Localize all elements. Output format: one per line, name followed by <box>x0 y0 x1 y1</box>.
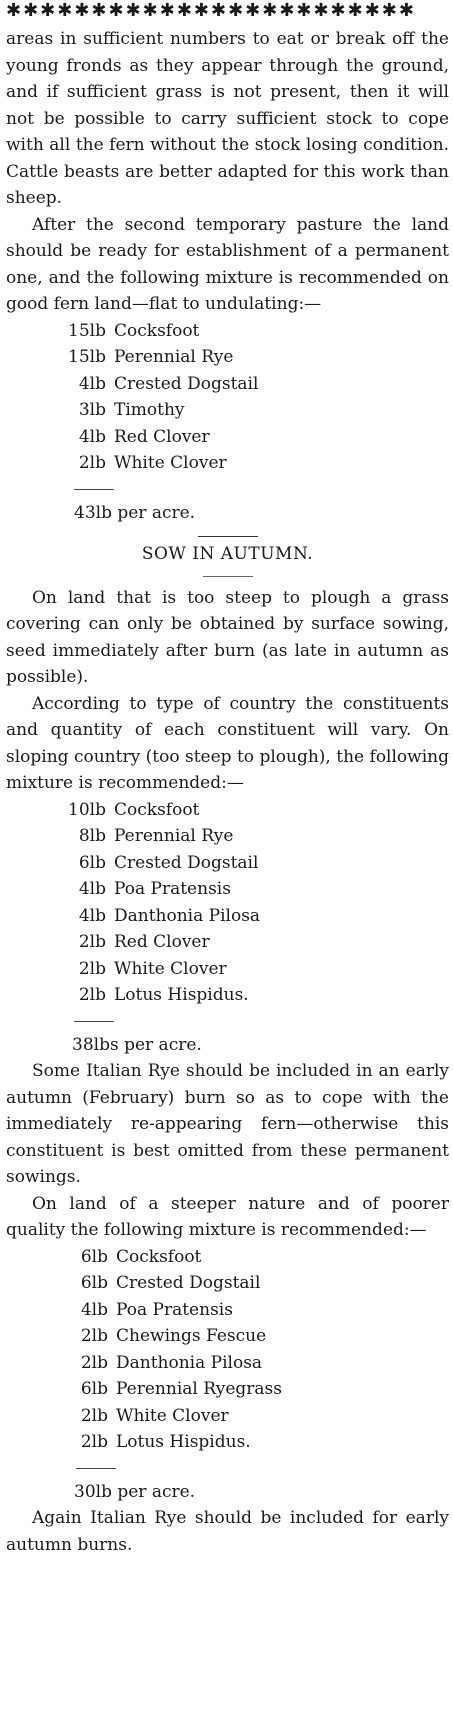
list-item: 2lb Lotus Hispidus. <box>80 1432 251 1452</box>
seed-mixture-list-steeper <box>6 1244 449 1456</box>
list-item: 2lb Red Clover <box>78 932 210 952</box>
seed-mixture-list-sloping <box>6 797 449 1009</box>
heading-underline <box>203 576 253 577</box>
seed-mixture-list-flat <box>6 318 449 477</box>
list-item: 4lb Crested Dogstail <box>78 373 259 394</box>
mixture-total: 43lb per acre. <box>74 502 196 523</box>
list-item: 4lb Poa Pratensis <box>80 1299 233 1320</box>
list-item: 6lb Cocksfoot <box>80 1246 202 1267</box>
list-item: 3lb Timothy <box>78 400 185 420</box>
list-item: 6lb Crested Dogstail <box>80 1273 261 1293</box>
paragraph-early-autumn: Again Italian Rye should be included for early autumn burns. <box>6 1508 449 1555</box>
paragraph-fern-stock: areas in sufficient numbers to eat or break off the young fronds as they appear through the ground, and if sufficient grass is not present, then it will not be possible to carry sufficient stock to cope with all the fern without the stock losing condition. Cattle beasts are better adapted for this work than sheep. <box>6 29 449 208</box>
list-item: 4lb Red Clover <box>78 426 210 447</box>
paragraph-steeper-land: On land of a steeper nature and of poorer quality the following mixture is recommended:— <box>6 1193 449 1240</box>
list-item: 8lb Perennial Rye <box>78 826 234 846</box>
total-rule <box>74 1021 114 1022</box>
total-rule <box>76 1468 116 1469</box>
list-item: 4lb Poa Pratensis <box>78 879 231 899</box>
list-item: 6lb Crested Dogstail <box>78 852 259 873</box>
list-item: 6lb Perennial Ryegrass <box>80 1379 282 1399</box>
paragraph-italian-rye: Some Italian Rye should be included in an early autumn (February) burn so as to cope with the immediately re-appearing fern—otherwise this constituent is best omitted from these permanent sowings. <box>6 1061 449 1187</box>
mixture-total: 38lbs per acre. <box>72 1034 202 1055</box>
list-item: 2lb Chewings Fescue <box>80 1326 267 1346</box>
list-item: 15lb Perennial Rye <box>68 347 234 367</box>
paragraph-permanent-pasture: After the second temporary pasture the land should be ready for establishment of a permanent one, and the following mixture is recommended on good fern land—flat to undulating:— <box>6 214 449 314</box>
list-item: 2lb White Clover <box>78 958 227 979</box>
total-rule <box>74 489 114 490</box>
list-item: 10lb Cocksfoot <box>68 799 200 820</box>
section-heading: SOW IN AUTUMN. <box>141 544 314 564</box>
decorative-star-divider: ✱✱✱✱✱✱✱✱✱✱✱✱✱✱✱✱✱✱✱✱✱✱✱✱ <box>6 0 416 21</box>
list-item: 15lb Cocksfoot <box>68 320 200 341</box>
heading-rule <box>198 536 258 537</box>
paragraph-sloping-country: According to type of country the constituents and quantity of each constituent will vary. On sloping country (too steep to plough), the following mixture is recommended:— <box>6 693 449 793</box>
paragraph-surface-sowing: On land that is too steep to plough a grass covering can only be obtained by surface sowing, seed immediately after burn (as late in autumn as possible). <box>6 587 449 687</box>
list-item: 4lb Danthonia Pilosa <box>78 905 261 926</box>
list-item: 2lb Danthonia Pilosa <box>80 1352 263 1373</box>
list-item: 2lb White Clover <box>80 1405 229 1426</box>
list-item: 2lb White Clover <box>78 453 227 473</box>
list-item: 2lb Lotus Hispidus. <box>78 985 249 1005</box>
mixture-total: 30lb per acre. <box>74 1481 196 1502</box>
